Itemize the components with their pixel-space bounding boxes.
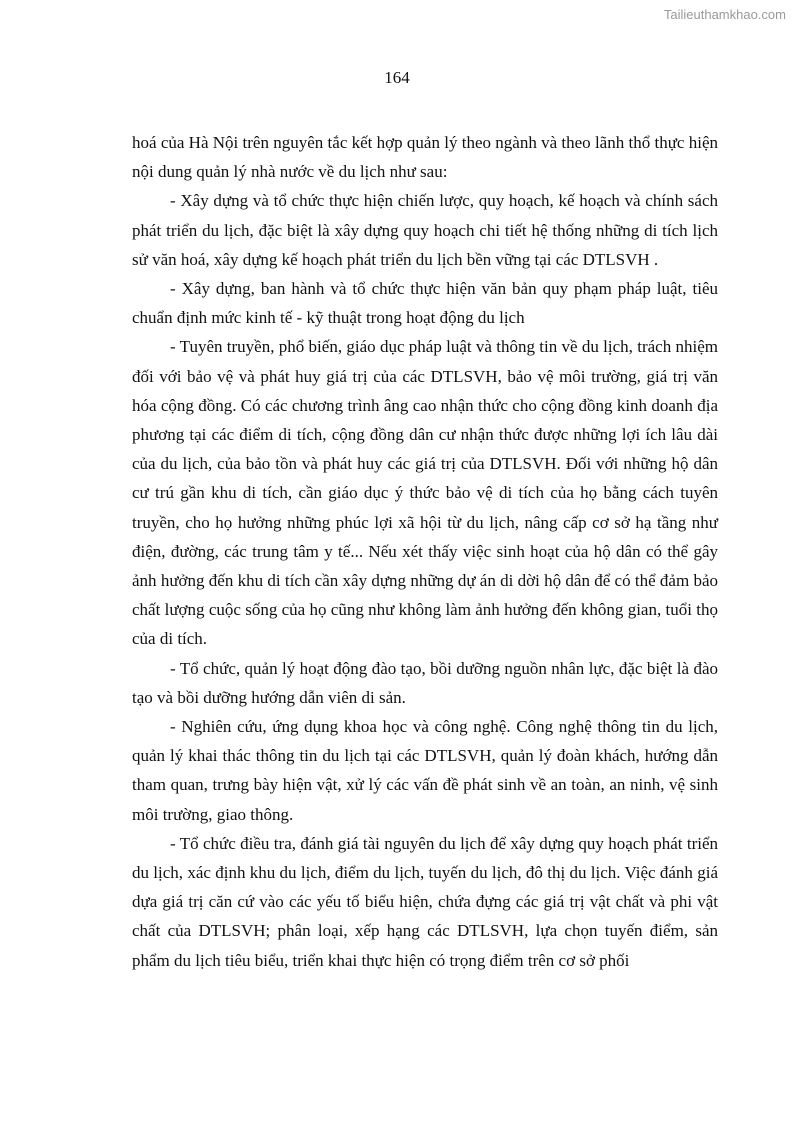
paragraph: - Tổ chức điều tra, đánh giá tài nguyên du lịch để xây dựng quy hoạch phát triển du lịch, xác định khu du lịch, điểm du lịch, tuyến du lịch, đô thị du lịch. Việc đánh giá dựa giá trị căn cứ vào các yếu tố biểu hiện, chứa đựng các giá trị vật chất và phi vật chất của DTLSVH; phân loại, xếp hạng các DTLSVH, lựa chọn tuyến điểm, sản phẩm du lịch tiêu biểu, triển khai thực hiện có trọng điểm trên cơ sở phối xyxy=(132,833,718,970)
watermark: Tailieuthamkhao.com xyxy=(663,7,786,22)
paragraph: - Tuyên truyền, phổ biến, giáo dục pháp luật và thông tin về du lịch, trách nhiệm đối với bảo vệ và phát huy giá trị của các DTLSVH, bảo vệ môi trường, giá trị văn hóa cộng đồng. Có các chương trình âng cao nhận thức cho cộng đồng kinh doanh địa phương tại các điểm di tích, cộng đồng dân cư nhận thức được những lợi ích lâu dài của du lịch, của bảo tồn và phát huy các giá trị của DTLSVH. Đối với những hộ dân cư trú gần khu di tích, cần giáo dục ý thức bảo vệ di tích của họ bằng cách tuyên truyền, cho họ hưởng những phúc lợi xã hội từ du lịch, nâng cấp cơ sở hạ tầng như điện, đường, các trung tâm y tế... Nếu xét thấy việc sinh hoạt của hộ dân có thể gây ảnh hưởng đến khu di tích cần xây dựng những dự án di dời hộ dân để có thể đảm bảo chất lượng cuộc sống của họ cũng như không làm ảnh hưởng đến không gian, tuổi thọ của di tích. xyxy=(132,337,718,649)
page-number: 164 xyxy=(384,68,410,87)
paragraph: - Nghiên cứu, ứng dụng khoa học và công nghệ. Công nghệ thông tin du lịch, quản lý khai thác thông tin du lịch tại các DTLSVH, quản lý đoàn khách, hướng dẫn tham quan, trưng bày hiện vật, xử lý các vấn đề phát sinh về an toàn, an ninh, vệ sinh môi trường, giao thông. xyxy=(132,717,718,824)
paragraph: - Tổ chức, quản lý hoạt động đào tạo, bồi dưỡng nguồn nhân lực, đặc biệt là đào tạo và bồi dưỡng hướng dẫn viên di sản. xyxy=(132,658,718,707)
paragraph: - Xây dựng và tổ chức thực hiện chiến lược, quy hoạch, kế hoạch và chính sách phát triển du lịch, đặc biệt là xây dựng quy hoạch chi tiết hệ thống những di tích lịch sử văn hoá, xây dựng kế hoạch phát triển du lịch bền vững tại các DTLSVH . xyxy=(132,191,718,269)
paragraph: hoá của Hà Nội trên nguyên tắc kết hợp quản lý theo ngành và theo lãnh thổ thực hiện nội dung quản lý nhà nước về du lịch như sau: xyxy=(132,133,718,182)
paragraph: - Xây dựng, ban hành và tổ chức thực hiện văn bản quy phạm pháp luật, tiêu chuẩn định mức kinh tế - kỹ thuật trong hoạt động du lịch xyxy=(132,279,718,328)
document-body xyxy=(132,128,718,975)
